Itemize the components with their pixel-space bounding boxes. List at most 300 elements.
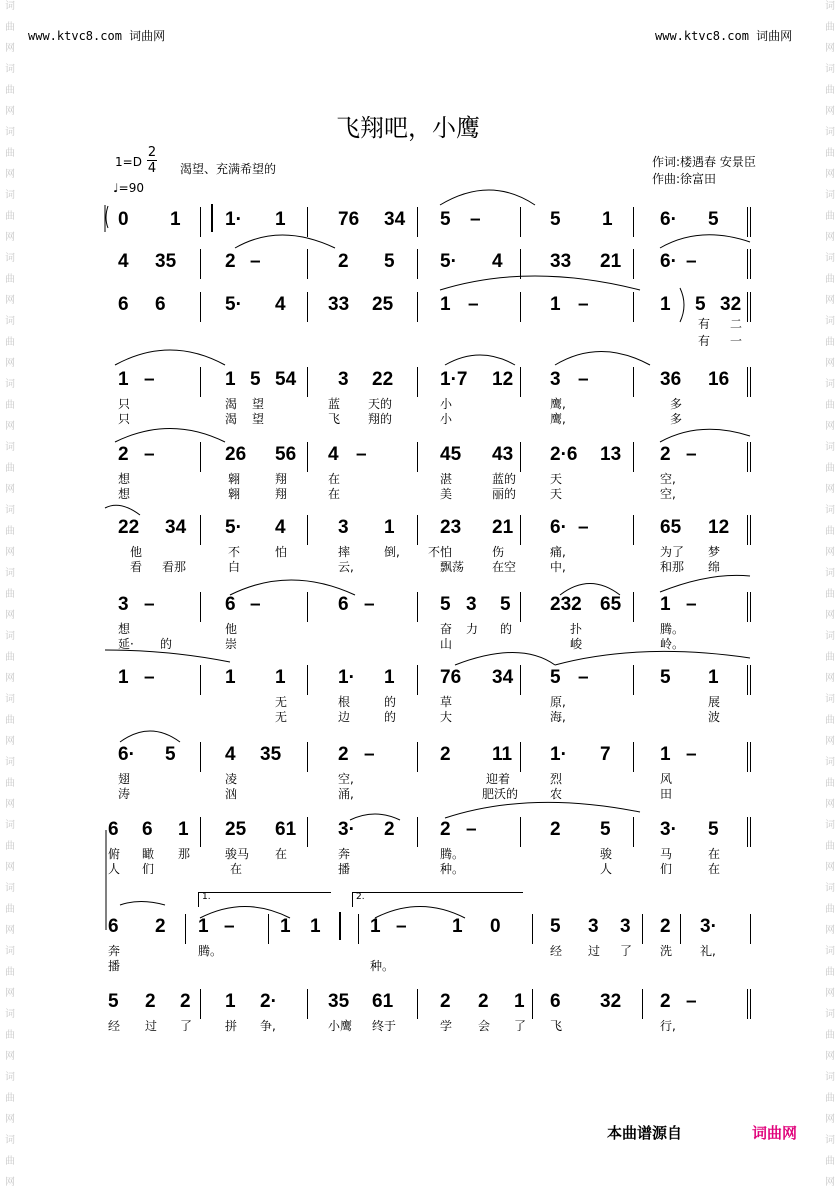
watermark-char: 网: [825, 988, 835, 999]
slur: [445, 355, 515, 365]
note: 1: [225, 667, 236, 688]
note: –: [144, 594, 155, 615]
watermark-char: 网: [5, 421, 15, 432]
lyric-word: 倒,: [384, 545, 400, 559]
watermark-char: 网: [5, 862, 15, 873]
lyric-word: 丽的: [492, 487, 517, 501]
watermark-char: 词: [825, 505, 835, 516]
lyric-word: 在空: [492, 560, 517, 574]
watermark-char: 曲: [825, 778, 835, 789]
lyric-word: 想: [118, 622, 131, 636]
note: 2: [338, 251, 349, 272]
watermark-char: 网: [5, 1114, 15, 1125]
note: 1: [452, 916, 463, 937]
watermark-char: 词: [5, 757, 15, 768]
lyric-word: 种。: [440, 862, 465, 876]
site-url-right[interactable]: www.ktvc8.com: [655, 29, 749, 43]
lyric-word: 蓝的: [492, 472, 517, 486]
note: 25: [225, 819, 247, 840]
watermark-char: 曲: [825, 1156, 835, 1167]
note: –: [578, 517, 589, 538]
slur: [560, 584, 620, 596]
note: 5: [165, 744, 176, 765]
note: 232: [550, 594, 582, 615]
watermark-char: 词: [825, 316, 835, 327]
slur: [200, 907, 290, 919]
note: 2: [440, 819, 451, 840]
watermark-char: 曲: [825, 22, 835, 33]
lyric-word: 他: [225, 622, 238, 636]
note: 1: [225, 991, 236, 1012]
watermark-char: 曲: [5, 715, 15, 726]
lyric-word: 只: [118, 412, 131, 426]
watermark-char: 词: [825, 631, 835, 642]
lyric-word: 播: [108, 959, 121, 973]
lyric-word: 无: [275, 695, 288, 709]
note: 5: [660, 667, 671, 688]
lyric-word: 山: [440, 637, 453, 651]
watermark-char: 词: [5, 694, 15, 705]
lyric-word: 的: [384, 710, 397, 724]
lyric-word: 鹰,: [550, 397, 566, 411]
watermark-char: 曲: [825, 652, 835, 663]
lyric-word: 怕: [275, 545, 288, 559]
note: –: [686, 251, 697, 272]
lyric-word: 峻: [570, 637, 583, 651]
note: 34: [384, 209, 406, 230]
expression-mark: 渴望、充满希望的: [180, 162, 277, 176]
note: 3: [620, 916, 631, 937]
note: 3·: [660, 819, 677, 840]
lyric-word: 空,: [660, 487, 676, 501]
lyric-word: 在: [230, 862, 243, 876]
slur: [120, 902, 165, 906]
lyric-word: 翱: [228, 487, 241, 501]
watermark-char: 网: [825, 610, 835, 621]
note: 21: [600, 251, 622, 272]
lyricist: 作词:楼遇春 安景臣: [652, 155, 756, 169]
lyric-word: 岭。: [660, 637, 685, 651]
note: 1: [118, 667, 129, 688]
watermark-char: 曲: [825, 715, 835, 726]
watermark-char: 曲: [825, 148, 835, 159]
note: 25: [372, 294, 394, 315]
lyric-word: 经: [108, 1019, 121, 1033]
note: 1: [384, 517, 395, 538]
watermark-char: 词: [825, 190, 835, 201]
note: –: [250, 251, 261, 272]
watermark-char: 网: [825, 1177, 835, 1188]
lyric-word: 延·: [118, 637, 134, 651]
watermark-char: 曲: [825, 904, 835, 915]
note: 21: [492, 517, 514, 538]
note: 32: [600, 991, 622, 1012]
footer-brand[interactable]: 词曲网: [752, 1124, 798, 1142]
lyric-word: 有: [698, 317, 711, 331]
lyric-word: 终于: [372, 1019, 397, 1033]
note: 6: [118, 294, 129, 315]
lyric-word: 过: [145, 1019, 158, 1033]
note: 4: [492, 251, 503, 272]
slur: [230, 580, 355, 595]
note: 1: [660, 744, 671, 765]
watermark-char: 曲: [5, 463, 15, 474]
note: 6: [550, 991, 561, 1012]
lyric-word: 种。: [370, 959, 395, 973]
lyric-word: 边: [338, 710, 351, 724]
note: 6: [108, 916, 119, 937]
note: 1·: [550, 744, 567, 765]
lyric-word: 翔的: [368, 412, 393, 426]
watermark-char: 曲: [5, 589, 15, 600]
slur: [555, 352, 650, 366]
note: 5: [440, 209, 451, 230]
lyric-word: 摔: [338, 545, 351, 559]
watermark-char: 词: [825, 127, 835, 138]
watermark-char: 词: [5, 820, 15, 831]
lyric-word: 了: [620, 944, 633, 958]
watermark-char: 词: [5, 253, 15, 264]
note: 5: [250, 369, 261, 390]
watermark-char: 网: [5, 799, 15, 810]
watermark-char: 曲: [5, 1030, 15, 1041]
note: 2: [384, 819, 395, 840]
lyric-word: 学: [440, 1019, 453, 1033]
watermark-char: 网: [825, 295, 835, 306]
watermark-char: 词: [5, 442, 15, 453]
lyric-word: 们: [660, 862, 673, 876]
note: 2: [155, 916, 166, 937]
footer-source: 本曲谱源自: [607, 1124, 683, 1142]
watermark-char: 词: [5, 127, 15, 138]
lyric-word: 的: [160, 637, 173, 651]
lyric-word: 渴: [225, 412, 238, 426]
watermark-char: 网: [825, 799, 835, 810]
watermark-char: 词: [5, 1, 15, 12]
lyric-word: 不: [228, 545, 241, 559]
watermark-char: 词: [825, 757, 835, 768]
watermark-char: 网: [825, 484, 835, 495]
note: 1: [198, 916, 209, 937]
watermark-char: 词: [5, 946, 15, 957]
watermark-char: 网: [5, 673, 15, 684]
note: 4: [275, 517, 286, 538]
watermark-char: 网: [5, 484, 15, 495]
watermark-char: 网: [825, 673, 835, 684]
lyric-word: 扑: [570, 622, 583, 636]
watermark-char: 曲: [5, 1093, 15, 1104]
lyric-word: 播: [338, 862, 351, 876]
slur: [440, 276, 640, 290]
lyric-word: 骏马: [225, 847, 250, 861]
note: 1·: [338, 667, 355, 688]
watermark-char: 词: [825, 1135, 835, 1146]
note: 1: [275, 667, 286, 688]
watermark-char: 曲: [825, 589, 835, 600]
watermark-char: 词: [825, 1072, 835, 1083]
lyric-word: 想: [118, 472, 131, 486]
lyric-word: 白: [228, 560, 241, 574]
note: 76: [338, 209, 360, 230]
watermark-char: 词: [5, 1009, 15, 1020]
slur: [120, 731, 180, 742]
slur: [660, 575, 750, 592]
watermark-char: 网: [5, 169, 15, 180]
note: 6: [338, 594, 349, 615]
lyric-word: 飞: [550, 1019, 563, 1033]
note: 6: [108, 819, 119, 840]
lyric-word: 梦: [708, 545, 721, 559]
lyric-word: 的: [384, 695, 397, 709]
note: 5: [384, 251, 395, 272]
note: 45: [440, 444, 462, 465]
note: 2: [225, 251, 236, 272]
note: 4: [275, 294, 286, 315]
lyric-word: 人: [108, 862, 121, 876]
note: 5: [600, 819, 611, 840]
watermark-char: 曲: [5, 274, 15, 285]
slur: [105, 650, 230, 662]
lyric-word: 二: [730, 317, 743, 331]
lyric-word: 瞰: [142, 847, 155, 861]
watermark-char: 曲: [5, 148, 15, 159]
note: 1: [178, 819, 189, 840]
lyric-word: 望: [252, 412, 265, 426]
note: 5·: [225, 517, 242, 538]
note: 61: [275, 819, 297, 840]
watermark-char: 网: [5, 232, 15, 243]
lyric-word: 争,: [260, 1019, 276, 1033]
lyric-word: 奋: [440, 622, 453, 636]
watermark-char: 词: [825, 946, 835, 957]
lyric-word: 奔: [338, 847, 351, 861]
lyric-word: 翔: [275, 487, 288, 501]
lyric-word: 洗: [660, 944, 673, 958]
site-name-right[interactable]: 词曲网: [756, 29, 793, 43]
watermark-char: 网: [5, 925, 15, 936]
note: 2: [660, 991, 671, 1012]
lyric-word: 他: [130, 545, 143, 559]
note: 0: [490, 916, 501, 937]
note: 65: [660, 517, 682, 538]
lyric-word: 看: [130, 560, 143, 574]
quarter-note-icon: ♩: [113, 181, 119, 195]
note: –: [470, 209, 481, 230]
note: 5: [108, 991, 119, 1012]
watermark-char: 词: [5, 1135, 15, 1146]
note: 2: [440, 744, 451, 765]
note: 2: [145, 991, 156, 1012]
lyric-word: 多: [670, 397, 683, 411]
note: 1: [602, 209, 613, 230]
note: 5: [550, 209, 561, 230]
note: 2·: [260, 991, 277, 1012]
note: 4: [225, 744, 236, 765]
lyric-word: 根: [338, 695, 351, 709]
lyric-word: 行,: [660, 1019, 676, 1033]
watermark-char: 词: [825, 253, 835, 264]
lyric-word: 经: [550, 944, 563, 958]
slur: [350, 814, 400, 820]
lyric-word: 湛: [440, 472, 453, 486]
watermark-char: 网: [825, 1051, 835, 1062]
note: 5: [550, 916, 561, 937]
watermark-char: 网: [825, 43, 835, 54]
lyric-word: 草: [440, 695, 453, 709]
watermark-char: 词: [5, 190, 15, 201]
lyric-word: 力: [466, 622, 479, 636]
note: 5: [440, 594, 451, 615]
lyric-word: 一: [730, 334, 743, 348]
note: –: [578, 667, 589, 688]
lyric-word: 涛: [118, 787, 131, 801]
note: 12: [492, 369, 514, 390]
watermark-char: 曲: [825, 211, 835, 222]
watermark-char: 曲: [825, 400, 835, 411]
note: 6·: [118, 744, 135, 765]
watermark-char: 词: [5, 631, 15, 642]
note: –: [686, 444, 697, 465]
lyric-word: 田: [660, 787, 673, 801]
note: 2: [660, 444, 671, 465]
note: 3: [338, 517, 349, 538]
lyric-word: 天: [550, 487, 563, 501]
slur: [440, 190, 535, 205]
time-bottom: 4: [147, 161, 157, 176]
slur: [105, 505, 140, 515]
lyric-word: 农: [550, 787, 563, 801]
note: –: [686, 744, 697, 765]
note: 6: [142, 819, 153, 840]
watermark-char: 网: [825, 169, 835, 180]
lyric-word: 渴: [225, 397, 238, 411]
note: 3: [466, 594, 477, 615]
watermark-char: 曲: [825, 526, 835, 537]
slur: [115, 350, 225, 365]
note: 54: [275, 369, 297, 390]
lyric-word: 涌,: [338, 787, 354, 801]
note: 34: [492, 667, 514, 688]
watermark-char: 词: [825, 1009, 835, 1020]
note: 4: [328, 444, 339, 465]
watermark-char: 曲: [5, 841, 15, 852]
note: 35: [260, 744, 282, 765]
note: 11: [492, 744, 513, 765]
lyric-word: 飘荡: [440, 560, 465, 574]
note: 2: [338, 744, 349, 765]
note: 3: [338, 369, 349, 390]
note: –: [364, 594, 375, 615]
slur: [375, 907, 465, 919]
lyric-word: 在: [708, 847, 721, 861]
note: 1: [550, 294, 561, 315]
watermark-char: 网: [825, 925, 835, 936]
watermark-char: 词: [5, 316, 15, 327]
lyric-word: 在: [328, 472, 341, 486]
watermark-char: 网: [825, 736, 835, 747]
lyric-word: 拼: [225, 1019, 238, 1033]
phrase-bracket: [680, 288, 684, 322]
watermark-char: 网: [825, 547, 835, 558]
lyric-word: 美: [440, 487, 453, 501]
watermark-char: 网: [5, 1051, 15, 1062]
lyric-word: 烈: [550, 772, 563, 786]
watermark-char: 词: [825, 379, 835, 390]
note: 1: [370, 916, 381, 937]
slur: [555, 651, 750, 665]
note: 23: [440, 517, 462, 538]
lyric-word: 俯: [108, 847, 121, 861]
song-title: 飞翔吧，小鹰: [336, 114, 480, 142]
key-signature: 1=D: [115, 155, 142, 169]
site-name-left[interactable]: 词曲网: [129, 29, 166, 43]
lyric-word: 小: [440, 412, 453, 426]
lyric-word: 翔: [275, 472, 288, 486]
lyric-word: 小: [440, 397, 453, 411]
note: 26: [225, 444, 247, 465]
lyric-word: 腾。: [660, 622, 685, 636]
note: 2: [180, 991, 191, 1012]
lyric-word: 崇: [225, 637, 238, 651]
watermark-char: 曲: [5, 967, 15, 978]
watermark-char: 词: [825, 442, 835, 453]
lyric-word: 望: [252, 397, 265, 411]
lyric-word: 天的: [368, 397, 393, 411]
lyric-word: 看那: [162, 560, 187, 574]
note: 2: [660, 916, 671, 937]
note: 3: [588, 916, 599, 937]
watermark-char: 网: [5, 295, 15, 306]
lyric-word: 凌: [225, 772, 238, 786]
note: 1: [225, 369, 236, 390]
lyric-word: 马: [660, 847, 673, 861]
site-url-left[interactable]: www.ktvc8.com: [28, 29, 122, 43]
lyric-word: 展: [708, 695, 721, 709]
slur: [445, 802, 640, 818]
watermark-char: 网: [825, 1114, 835, 1125]
lyric-word: 人: [600, 862, 613, 876]
note: 1·7: [440, 369, 468, 390]
note: 1: [170, 209, 181, 230]
watermark-char: 网: [825, 232, 835, 243]
watermark-char: 曲: [825, 337, 835, 348]
lyric-word: 痛,: [550, 545, 566, 559]
slur: [660, 235, 750, 248]
watermark-char: 网: [5, 358, 15, 369]
note: 6·: [660, 251, 677, 272]
lyric-word: 多: [670, 412, 683, 426]
lyric-word: 有: [698, 334, 711, 348]
watermark-char: 曲: [5, 904, 15, 915]
note: 1: [708, 667, 719, 688]
watermark-char: 词: [5, 568, 15, 579]
note: 2: [478, 991, 489, 1012]
watermark-char: 词: [5, 505, 15, 516]
note: 5: [708, 819, 719, 840]
watermark-char: 网: [825, 862, 835, 873]
lyric-word: 中,: [550, 560, 566, 574]
lyric-word: 波: [708, 710, 721, 724]
lyric-word: 翱: [228, 472, 241, 486]
lyric-word: 和那: [660, 560, 685, 574]
lyric-word: 伤: [492, 545, 505, 559]
note: –: [686, 991, 697, 1012]
lyric-word: 鹰,: [550, 412, 566, 426]
watermark-char: 网: [5, 610, 15, 621]
note: –: [224, 916, 235, 937]
note: 3: [550, 369, 561, 390]
note: 6·: [660, 209, 677, 230]
